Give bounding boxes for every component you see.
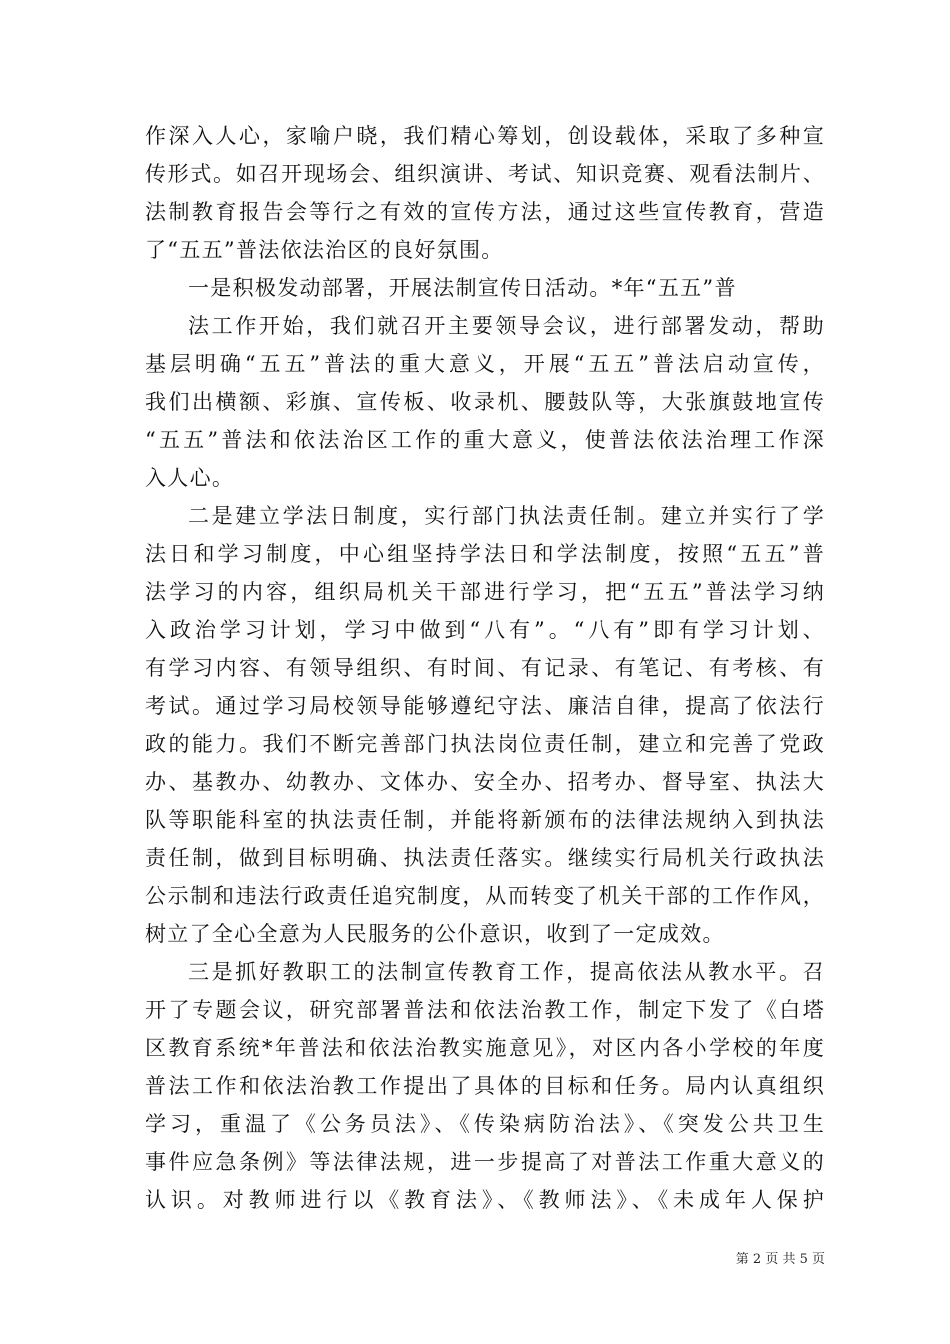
text-line: 开了专题会议，研究部署普法和依法治教工作，制定下发了《白塔 [145, 998, 825, 1022]
text-line: 法制教育报告会等行之有效的宣传方法，通过这些宣传教育，营造 [145, 200, 825, 224]
text-line: 三是抓好教职工的法制宣传教育工作，提高依法从教水平。召 [188, 960, 825, 984]
text-line: 公示制和违法行政责任追究制度，从而转变了机关干部的工作作风， [145, 884, 825, 908]
page-number: 第 2 页 共 5 页 [735, 1252, 825, 1267]
body-text [145, 117, 825, 1219]
text-line: 一是积极发动部署，开展法制宣传日活动。*年“五五”普 [188, 276, 737, 300]
text-line: 二是建立学法日制度，实行部门执法责任制。建立并实行了学 [188, 504, 825, 528]
text-line: 普法工作和依法治教工作提出了具体的目标和任务。局内认真组织 [145, 1074, 825, 1098]
text-line: 认识。对教师进行以《教育法》、《教师法》、《未成年人保护 [145, 1188, 825, 1212]
text-line: 办、基教办、幼教办、文体办、安全办、招考办、督导室、执法大 [145, 770, 825, 794]
text-line: 基层明确“五五”普法的重大意义，开展“五五”普法启动宣传， [145, 352, 825, 376]
text-line: 区教育系统*年普法和依法治教实施意见》，对区内各小学校的年度 [145, 1036, 825, 1060]
text-line: 传形式。如召开现场会、组织演讲、考试、知识竞赛、观看法制片、 [145, 162, 825, 186]
text-line: 法日和学习制度，中心组坚持学法日和学法制度，按照“五五”普 [145, 542, 825, 566]
text-line: 法工作开始，我们就召开主要领导会议，进行部署发动，帮助 [188, 314, 825, 338]
text-line: 树立了全心全意为人民服务的公仆意识，收到了一定成效。 [145, 922, 725, 946]
text-line: 了“五五”普法依法治区的良好氛围。 [145, 238, 504, 262]
text-line: 入政治学习计划，学习中做到“八有”。“八有”即有学习计划、 [145, 618, 825, 642]
text-line: 有学习内容、有领导组织、有时间、有记录、有笔记、有考核、有 [145, 656, 825, 680]
text-line: 我们出横额、彩旗、宣传板、收录机、腰鼓队等，大张旗鼓地宣传 [145, 390, 825, 414]
text-line: 政的能力。我们不断完善部门执法岗位责任制，建立和完善了党政 [145, 732, 825, 756]
text-line: 入人心。 [145, 466, 235, 490]
text-line: “五五”普法和依法治区工作的重大意义，使普法依法治理工作深 [145, 428, 825, 452]
text-line: 事件应急条例》等法律法规，进一步提高了对普法工作重大意义的 [145, 1150, 825, 1174]
text-line: 考试。通过学习局校领导能够遵纪守法、廉洁自律，提高了依法行 [145, 694, 825, 718]
text-line: 学习，重温了《公务员法》、《传染病防治法》、《突发公共卫生 [145, 1112, 825, 1136]
text-line: 法学习的内容，组织局机关干部进行学习，把“五五”普法学习纳 [145, 580, 825, 604]
text-line: 队等职能科室的执法责任制，并能将新颁布的法律法规纳入到执法 [145, 808, 825, 832]
text-line: 作深入人心，家喻户晓，我们精心筹划，创设载体，采取了多种宣 [145, 124, 825, 148]
text-line: 责任制，做到目标明确、执法责任落实。继续实行局机关行政执法 [145, 846, 825, 870]
